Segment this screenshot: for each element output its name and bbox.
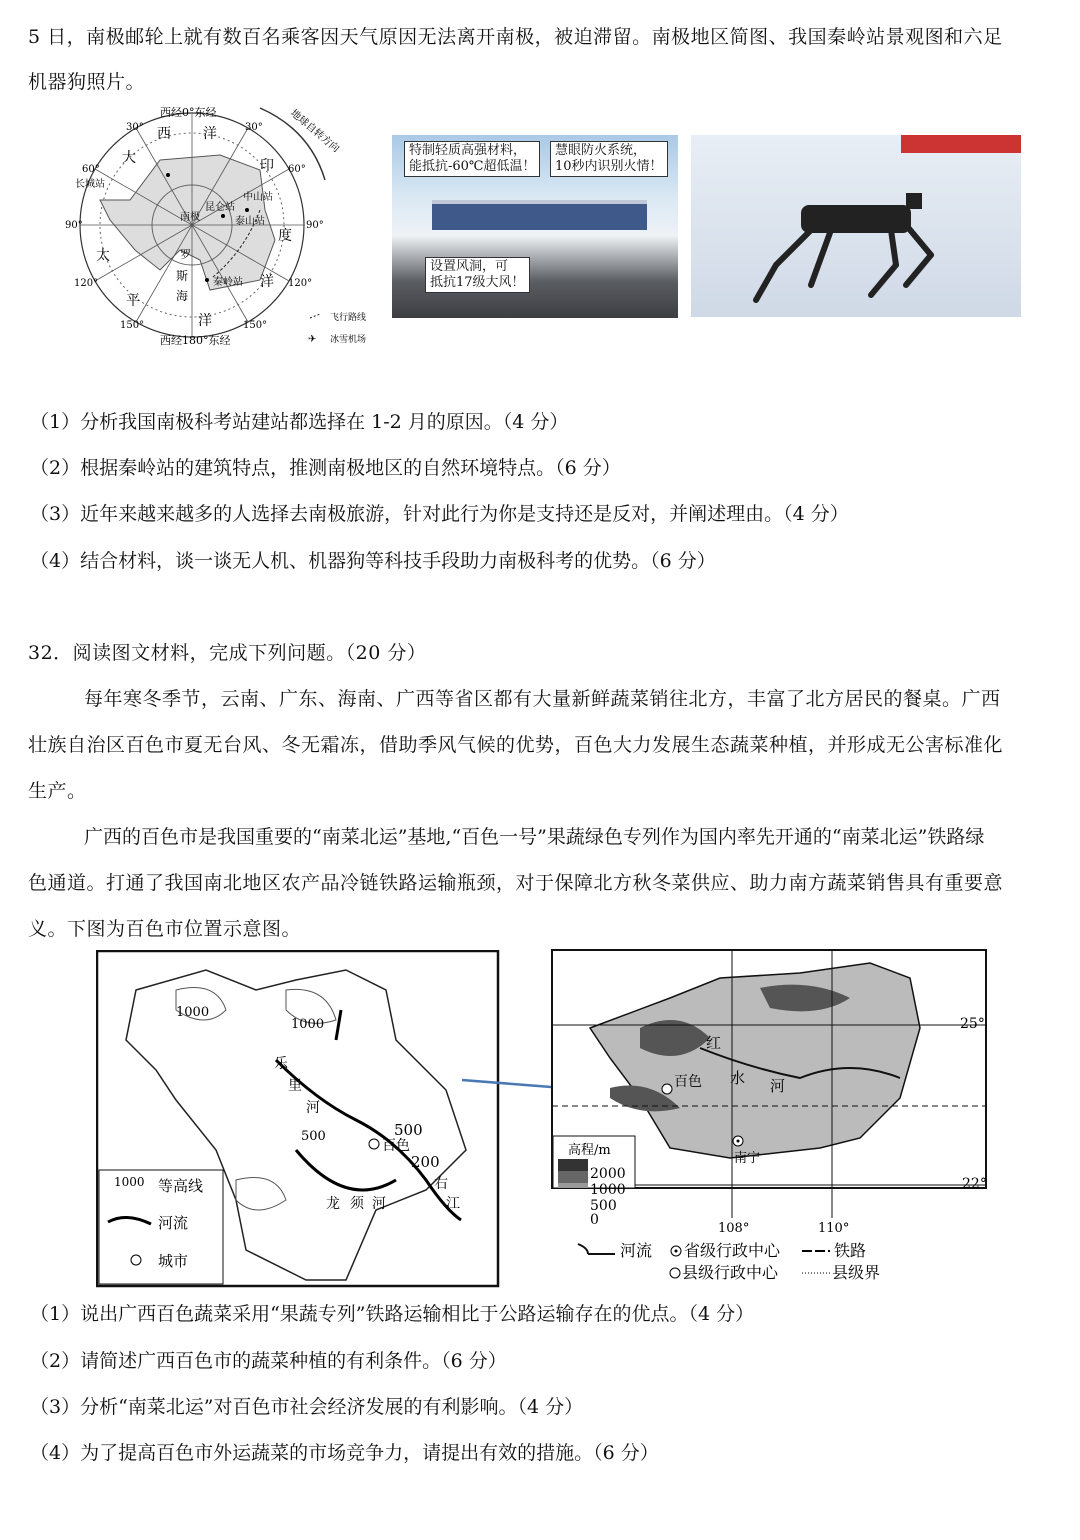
map-label: 25°: [960, 1016, 985, 1032]
map-label: 城市: [158, 1252, 189, 1270]
paragraph-line: 广西的百色市是我国重要的“南菜北运”基地,“百色一号”果蔬绿色专列作为国内率先开通的“南菜北运”铁路绿: [84, 826, 985, 848]
map-label: 水: [730, 1069, 746, 1087]
question-32-2: （2）请简述广西百色市的蔬菜种植的有利条件。（6 分）: [30, 1350, 507, 1372]
map-label: 1000: [114, 1175, 145, 1189]
map-label: 县级行政中心: [682, 1263, 779, 1282]
intro-line: 5 日，南极邮轮上就有数百名乘客因天气原因无法离开南极，被迫滞留。南极地区简图、我国秦岭站景观图和六足: [28, 26, 1003, 48]
map-label: 印: [260, 158, 274, 174]
rotation-label: 地球自转方向: [288, 107, 342, 155]
map-label: 1000: [291, 1017, 325, 1032]
map-label: 洋: [203, 126, 217, 142]
map-label: 斯: [176, 269, 189, 283]
map-label: 河流: [158, 1214, 189, 1232]
map-label: 1000: [590, 1182, 626, 1198]
map-label: 108°: [718, 1221, 750, 1236]
map-label: 110°: [818, 1221, 850, 1236]
question-32-3: （3）分析“南菜北运”对百色市社会经济发展的有利影响。（4 分）: [30, 1396, 584, 1418]
map-label: 中山站: [243, 192, 273, 203]
map-label: 10秒内识别火情！: [555, 159, 663, 174]
station-building: [432, 200, 647, 230]
map-label: 长城站: [75, 179, 105, 190]
map-label: 平: [126, 293, 140, 309]
map-label: 度: [278, 228, 292, 244]
map-label: 0: [590, 1212, 599, 1228]
map-label: 里: [288, 1078, 302, 1094]
callout-fire: [550, 141, 668, 177]
map-label: 200: [411, 1153, 440, 1171]
map-label: 飞行路线: [330, 313, 367, 323]
paragraph-line: 壮族自治区百色市夏无台风、冬无霜冻，借助季风气候的优势，百色大力发展生态蔬菜种植，并形成无公害标准化: [28, 734, 1004, 756]
map-label: 河: [770, 1077, 786, 1095]
guangxi-elevation-map: [550, 948, 990, 1288]
map-label: 2000: [590, 1166, 626, 1182]
map-label: 县级界: [832, 1263, 881, 1282]
map-label: 500: [590, 1198, 617, 1214]
map-label: 西: [157, 126, 171, 142]
map-label: 等高线: [158, 1177, 204, 1195]
map-label: 洋: [260, 274, 274, 290]
map-label: 设置风洞，可: [430, 259, 509, 274]
map-label: 150°: [243, 320, 268, 331]
map-label: 百色: [674, 1074, 702, 1090]
map-label: 90°: [306, 220, 324, 231]
map-label: 500: [301, 1129, 326, 1144]
map-label: 60°: [82, 164, 100, 175]
baise-location-map: [96, 950, 500, 1288]
map-label: 特制轻质高强材料，: [409, 143, 527, 158]
map-label: 冰雪机场: [330, 335, 367, 345]
map-label: 抵抗17级大风！: [430, 275, 525, 290]
map-label: 太: [96, 248, 110, 264]
question-32-4: （4）为了提高百色市外运蔬菜的市场竞争力，请提出有效的措施。（6 分）: [30, 1442, 659, 1464]
map-label: 南极: [180, 212, 200, 223]
map-label: 30°: [245, 122, 263, 133]
map-label: 大: [122, 150, 136, 166]
map-label: 铁路: [834, 1241, 867, 1260]
svg-text:✈: ✈: [308, 334, 317, 345]
map-label: 90°: [65, 220, 83, 231]
question-31-3: （3）近年来越来越多的人选择去南极旅游，针对此行为你是支持还是反对，并阐述理由。（4 分）: [30, 503, 849, 525]
paragraph-line: 生产。: [28, 780, 87, 802]
map-label: 秦岭站: [213, 277, 243, 288]
map-label: 高程/m: [568, 1143, 611, 1158]
paragraph-line: 义。下图为百色市位置示意图。: [28, 918, 302, 940]
map-label: 河: [306, 1100, 320, 1116]
map-label: 慧眼防火系统，: [555, 143, 647, 158]
map-label: 洋: [198, 313, 212, 329]
map-label: 120°: [74, 278, 99, 289]
map-label: 江: [446, 1196, 460, 1212]
question-32-title: 32．阅读图文材料，完成下列问题。（20 分）: [28, 642, 427, 664]
paragraph-line: 每年寒冬季节，云南、广东、海南、广西等省区都有大量新鲜蔬菜销往北方，丰富了北方居民的餐桌。广西: [84, 688, 1001, 710]
map-label: 150°: [120, 320, 145, 331]
map-label: 120°: [288, 278, 313, 289]
map-label: 能抵抗-60℃超低温！: [409, 159, 536, 174]
callout-material: [404, 141, 540, 177]
question-31-4: （4）结合材料，谈一谈无人机、机器狗等科技手段助力南极科考的优势。（6 分）: [30, 550, 716, 572]
question-32-1: （1）说出广西百色蔬菜采用“果蔬专列”铁路运输相比于公路运输存在的优点。（4 分）: [30, 1303, 755, 1325]
city-baise: 百色: [382, 1138, 410, 1154]
question-31-1: （1）分析我国南极科考站建站都选择在 1-2 月的原因。（4 分）: [30, 411, 569, 433]
map-label: 省级行政中心: [684, 1241, 781, 1260]
map-label: 500: [394, 1121, 423, 1139]
map-label: 乐: [274, 1056, 288, 1072]
map-label: 南宁: [734, 1151, 761, 1166]
map-label: 60°: [288, 164, 306, 175]
map-label: 红: [706, 1034, 722, 1052]
map-label: 海: [176, 289, 189, 303]
map-label: 30°: [126, 122, 144, 133]
map-label: 昆仑站: [205, 202, 235, 213]
map-label: 罗: [180, 248, 191, 261]
map-label: 泰山站: [235, 216, 265, 227]
intro-line: 机器狗照片。: [28, 71, 146, 93]
map-label: 1000: [176, 1005, 210, 1020]
question-31-2: （2）根据秦岭站的建筑特点，推测南极地区的自然环境特点。（6 分）: [30, 457, 621, 479]
callout-wind: [425, 257, 530, 293]
map-label: 须: [350, 1196, 364, 1212]
antarctic-map: [60, 100, 390, 350]
map-top-label: 西经0°东经: [160, 106, 217, 119]
map-label: 右: [434, 1176, 448, 1192]
map-label: 河流: [620, 1241, 653, 1260]
paragraph-line: 色通道。打通了我国南北地区农产品冷链铁路运输瓶颈，对于保障北方秋冬菜供应、助力南方蔬菜销售具有重要意: [28, 872, 1004, 894]
map-label: 22°: [962, 1176, 987, 1192]
map-label: 河: [372, 1196, 386, 1212]
map-label: 龙: [326, 1196, 340, 1212]
map-bottom-label: 西经180°东经: [160, 334, 231, 347]
robot-dog-photo: [691, 135, 1021, 317]
qinling-station-photo: [392, 135, 678, 318]
